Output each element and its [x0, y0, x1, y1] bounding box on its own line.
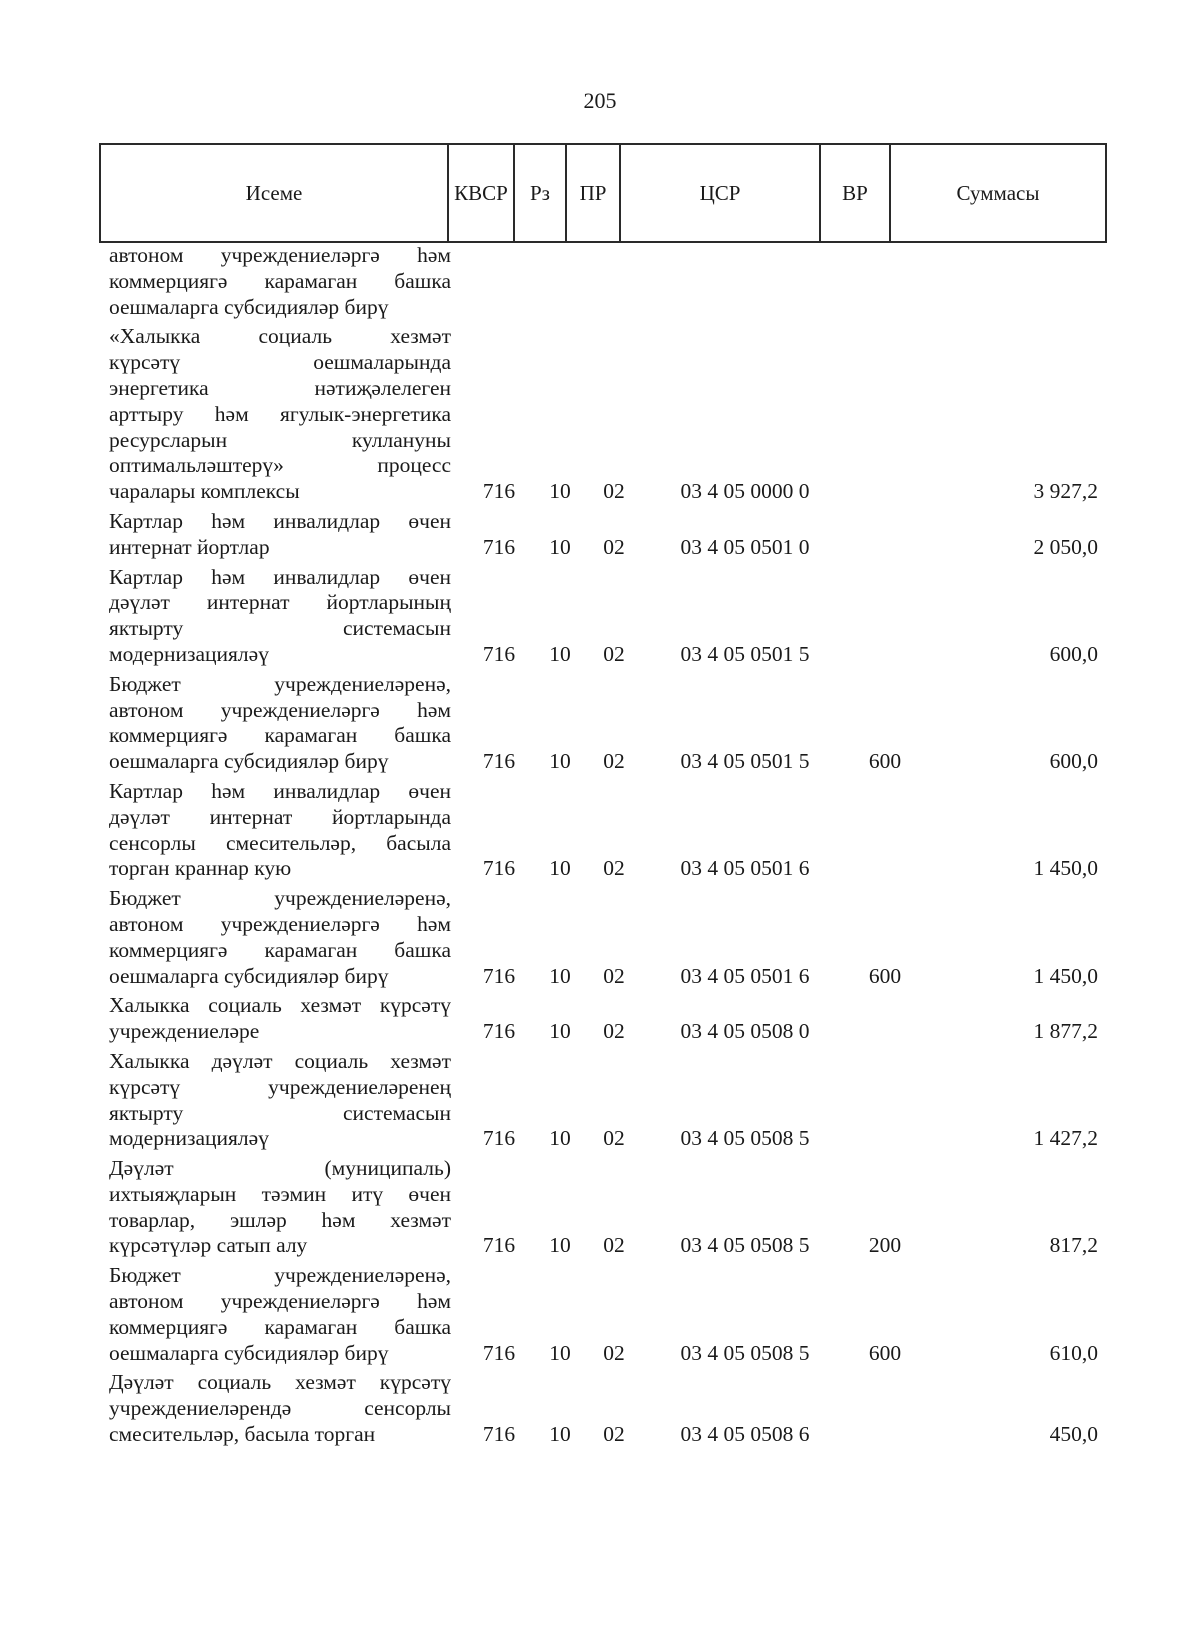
column-header-vr: ВР	[820, 144, 890, 242]
row-csr: 03 4 05 0501 6	[680, 963, 810, 988]
row-pr: 02	[603, 534, 625, 559]
row-name-line: яктырту системасын	[109, 1100, 451, 1125]
row-name-line: Бюджет учреждениеләренә,	[109, 671, 451, 696]
row-vr: 600	[868, 1340, 902, 1365]
row-name-line: чаралары комплексы	[109, 479, 300, 504]
row-rz: 10	[549, 1126, 571, 1151]
row-name	[109, 886, 451, 989]
row-rz: 10	[549, 1233, 571, 1258]
row-name-line: учреждениеләрендә сенсорлы	[109, 1396, 451, 1421]
row-kvsr: 716	[482, 1233, 516, 1258]
row-csr: 03 4 05 0501 5	[680, 641, 810, 666]
row-rz: 10	[549, 641, 571, 666]
table-row	[0, 1370, 1200, 1447]
row-pr: 02	[603, 641, 625, 666]
row-name	[109, 993, 451, 1045]
row-name-line: күрсәтү учреждениеләренең	[109, 1074, 451, 1099]
row-name-line: интернат йортлар	[109, 534, 270, 559]
table-row	[0, 886, 1200, 989]
row-name-line: Бюджет учреждениеләренә,	[109, 886, 451, 911]
row-name-line: торган краннар кую	[109, 856, 292, 881]
row-name-line: модернизацияләү	[109, 641, 269, 666]
row-rz: 10	[549, 479, 571, 504]
row-pr: 02	[603, 1340, 625, 1365]
row-name-line: автоном учреждениеләргә һәм	[109, 1289, 451, 1314]
row-name-line: дәүләт интернат йортларында	[109, 804, 451, 829]
row-name-line: коммерциягә карамаган башка	[109, 937, 451, 962]
row-kvsr: 716	[482, 1340, 516, 1365]
row-name	[109, 779, 451, 882]
row-pr: 02	[603, 1019, 625, 1044]
row-csr: 03 4 05 0508 5	[680, 1233, 810, 1258]
row-name-line: энергетика нәтиҗәлелеген	[109, 375, 451, 400]
table-row	[0, 1156, 1200, 1259]
row-vr: 600	[868, 963, 902, 988]
row-name-line: сенсорлы смесительләр, басыла	[109, 830, 451, 855]
row-name	[109, 565, 451, 668]
row-kvsr: 716	[482, 479, 516, 504]
row-name-line: Халыкка социаль хезмәт күрсәтү	[109, 993, 451, 1018]
row-name-line: смесительләр, басыла торган	[109, 1422, 376, 1447]
row-csr: 03 4 05 0000 0	[680, 479, 810, 504]
row-name	[109, 1049, 451, 1152]
table-row	[0, 779, 1200, 882]
row-name	[109, 672, 451, 775]
row-sum: 1 450,0	[1033, 856, 1098, 881]
row-rz: 10	[549, 1019, 571, 1044]
table-body	[0, 243, 1200, 1448]
row-name-line: Картлар һәм инвалидлар өчен	[109, 778, 451, 803]
column-header-pr: ПР	[566, 144, 620, 242]
row-rz: 10	[549, 749, 571, 774]
row-name-line: оптимальләштерү» процесс	[109, 453, 451, 478]
table-row	[0, 509, 1200, 561]
row-rz: 10	[549, 963, 571, 988]
row-sum: 1 427,2	[1033, 1126, 1098, 1151]
row-sum: 450,0	[1049, 1422, 1098, 1447]
row-name-line: Картлар һәм инвалидлар өчен	[109, 508, 451, 533]
row-pr: 02	[603, 749, 625, 774]
row-sum: 2 050,0	[1033, 534, 1098, 559]
row-name-line: автоном учреждениеләргә һәм	[109, 697, 451, 722]
row-name	[109, 243, 451, 320]
row-name-line: оешмаларга субсидияләр бирү	[109, 963, 389, 988]
row-kvsr: 716	[482, 1126, 516, 1151]
row-name	[109, 1156, 451, 1259]
row-name-line: коммерциягә карамаган башка	[109, 1314, 451, 1339]
table-row	[0, 565, 1200, 668]
row-name	[109, 509, 451, 561]
column-header-name: Исеме	[100, 144, 448, 242]
row-name-line: ресурсларын куллануны	[109, 427, 451, 452]
table-header	[99, 143, 1107, 243]
row-name-line: «Халыкка социаль хезмәт	[109, 324, 451, 349]
row-name	[109, 324, 451, 505]
row-name-line: күрсәтү оешмаларында	[109, 350, 451, 375]
row-name-line: оешмаларга субсидияләр бирү	[109, 294, 389, 319]
row-csr: 03 4 05 0501 5	[680, 749, 810, 774]
row-pr: 02	[603, 1126, 625, 1151]
row-name-line: күрсәтүләр сатып алу	[109, 1233, 308, 1258]
row-kvsr: 716	[482, 963, 516, 988]
row-name-line: дәүләт интернат йортларының	[109, 590, 451, 615]
table-row	[0, 672, 1200, 775]
table-row	[0, 1049, 1200, 1152]
row-pr: 02	[603, 856, 625, 881]
row-name-line: коммерциягә карамаган башка	[109, 268, 451, 293]
row-csr: 03 4 05 0508 5	[680, 1126, 810, 1151]
table-row	[0, 993, 1200, 1045]
row-sum: 1 877,2	[1033, 1019, 1098, 1044]
row-vr: 600	[868, 749, 902, 774]
row-sum: 600,0	[1049, 641, 1098, 666]
row-rz: 10	[549, 1340, 571, 1365]
row-pr: 02	[603, 963, 625, 988]
row-name-line: оешмаларга субсидияләр бирү	[109, 749, 389, 774]
row-name-line: Халыкка дәүләт социаль хезмәт	[109, 1048, 451, 1073]
row-pr: 02	[603, 479, 625, 504]
page-number: 205	[583, 88, 617, 113]
row-name-line: автоном учреждениеләргә һәм	[109, 243, 451, 267]
row-pr: 02	[603, 1233, 625, 1258]
row-csr: 03 4 05 0508 5	[680, 1340, 810, 1365]
row-csr: 03 4 05 0508 0	[680, 1019, 810, 1044]
row-kvsr: 716	[482, 641, 516, 666]
column-header-csr: ЦСР	[620, 144, 820, 242]
row-name-line: Дәүләт социаль хезмәт күрсәтү	[109, 1370, 451, 1395]
table-row	[0, 324, 1200, 505]
row-name-line: модернизацияләү	[109, 1126, 269, 1151]
row-name-line: Бюджет учреждениеләренә,	[109, 1263, 451, 1288]
row-sum: 817,2	[1049, 1233, 1098, 1258]
row-sum: 600,0	[1049, 749, 1098, 774]
table-row	[0, 243, 1200, 320]
row-name-line: Дәүләт (муниципаль)	[109, 1156, 451, 1181]
row-name-line: товарлар, эшләр һәм хезмәт	[109, 1207, 451, 1232]
row-sum: 1 450,0	[1033, 963, 1098, 988]
row-name-line: яктырту системасын	[109, 616, 451, 641]
row-name-line: учреждениеләре	[109, 1019, 260, 1044]
row-csr: 03 4 05 0501 6	[680, 856, 810, 881]
column-header-sum: Суммасы	[890, 144, 1106, 242]
row-rz: 10	[549, 856, 571, 881]
row-name-line: ихтыяҗларын тәэмин итү өчен	[109, 1181, 451, 1206]
row-sum: 610,0	[1049, 1340, 1098, 1365]
row-csr: 03 4 05 0501 0	[680, 534, 810, 559]
row-kvsr: 716	[482, 1422, 516, 1447]
row-name-line: автоном учреждениеләргә һәм	[109, 911, 451, 936]
row-name	[109, 1263, 451, 1366]
row-csr: 03 4 05 0508 6	[680, 1422, 810, 1447]
row-sum: 3 927,2	[1033, 479, 1098, 504]
row-name-line: коммерциягә карамаган башка	[109, 723, 451, 748]
row-name-line: арттыру һәм ягулык-энергетика	[109, 401, 451, 426]
column-header-rz: Рз	[514, 144, 566, 242]
row-kvsr: 716	[482, 1019, 516, 1044]
row-name-line: Картлар һәм инвалидлар өчен	[109, 564, 451, 589]
row-pr: 02	[603, 1422, 625, 1447]
row-name	[109, 1370, 451, 1447]
row-rz: 10	[549, 534, 571, 559]
row-kvsr: 716	[482, 534, 516, 559]
row-vr: 200	[868, 1233, 902, 1258]
row-kvsr: 716	[482, 749, 516, 774]
row-rz: 10	[549, 1422, 571, 1447]
row-kvsr: 716	[482, 856, 516, 881]
row-name-line: оешмаларга субсидияләр бирү	[109, 1340, 389, 1365]
column-header-kvsr: КВСР	[448, 144, 514, 242]
table-row	[0, 1263, 1200, 1366]
